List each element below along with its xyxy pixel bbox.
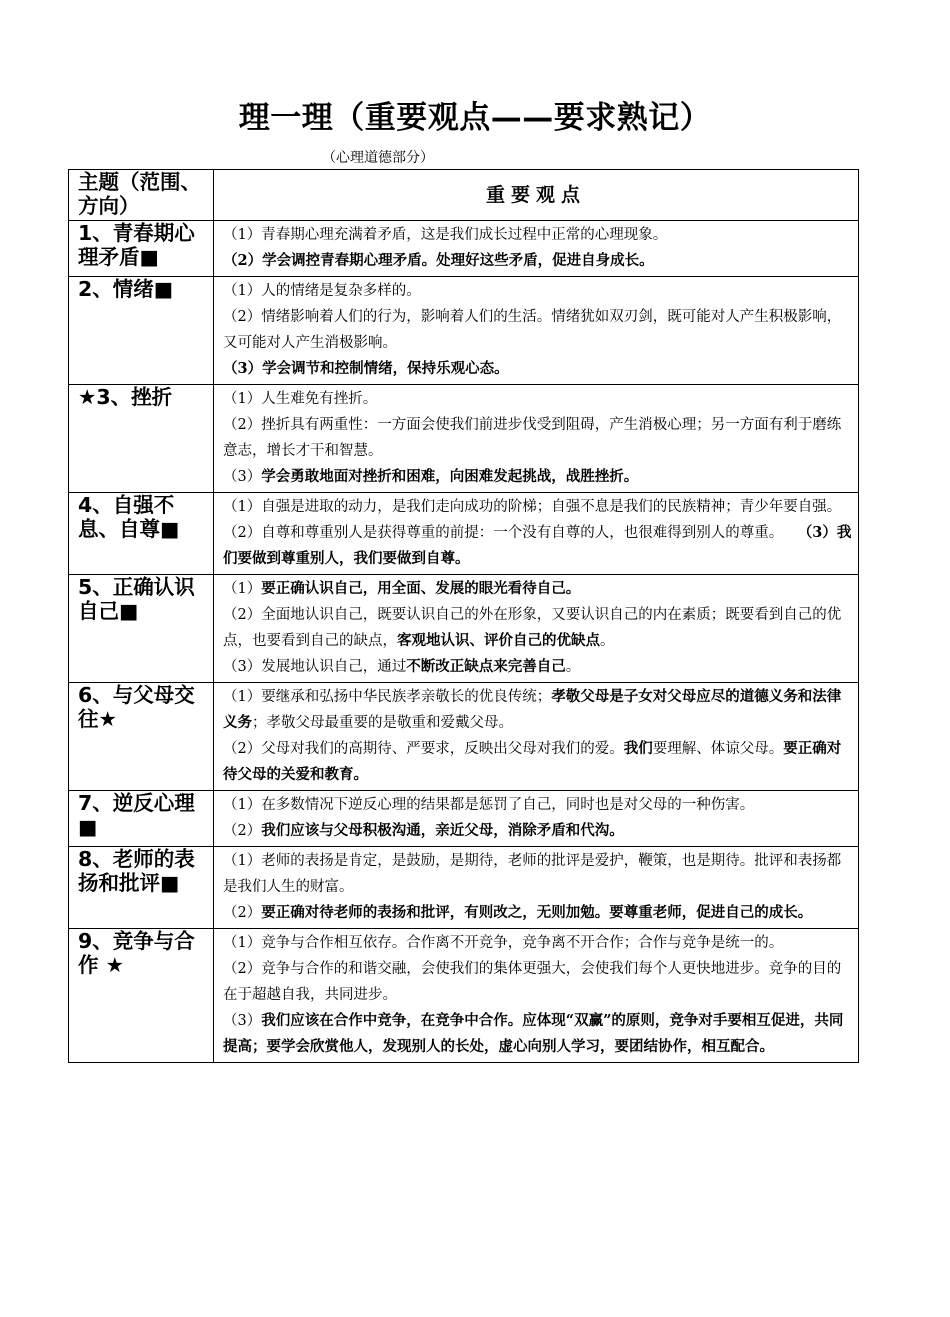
- table-row: [69, 385, 859, 493]
- point-item: [223, 222, 852, 248]
- table-header-row: [69, 170, 859, 221]
- topic-cell: [69, 385, 214, 493]
- point-text: （2）父母对我们的高期待、严要求，反映出父母对我们的爱。: [223, 741, 624, 757]
- points-cell: [214, 575, 859, 683]
- point-text: （1）竞争与合作相互依存。合作离不开竞争，竞争离不开合作；合作与竞争是统一的。: [223, 935, 784, 951]
- point-text: （3）: [223, 1013, 262, 1029]
- point-item: [223, 900, 852, 926]
- point-item: [223, 464, 852, 490]
- table-body: [69, 170, 859, 1063]
- page-title: 理一理（重要观点——要求熟记）: [238, 100, 712, 136]
- point-text: （1）要继承和弘扬中华民族孝亲敬长的优良传统；: [223, 689, 552, 705]
- point-text: 。: [565, 659, 581, 675]
- topic-label: 9、竞争与合作 ★: [78, 929, 195, 977]
- header-points-cell: [214, 170, 859, 221]
- point-text: 。: [600, 633, 615, 649]
- point-item: [223, 792, 852, 818]
- topic-cell: [69, 277, 214, 385]
- points-cell: [214, 847, 859, 929]
- key-points-table: [68, 169, 859, 1063]
- point-text: （2）竞争与合作的和谐交融，会使我们的集体更强大，会使我们每个人更快地进步。竞争的目的在于超越自我，共同进步。: [223, 961, 842, 1003]
- point-text: （1）在多数情况下逆反心理的结果都是惩罚了自己，同时也是对父母的一种伤害。: [223, 797, 755, 813]
- topic-label: 7、逆反心理■: [78, 791, 195, 839]
- point-text: （2）挫折具有两重性：一方面会使我们前进步伐受到阻碍，产生消极心理；另一方面有利于磨练意志，增长才干和智慧。: [223, 417, 842, 459]
- point-text: （1）自强是进取的动力，是我们走向成功的阶梯；自强不息是我们的民族精神；青少年要自强。: [223, 499, 842, 515]
- point-emphasis-text: 客观地认识、评价自己的优缺点: [397, 632, 600, 649]
- table-row: [69, 277, 859, 385]
- point-emphasis-text: （3）我们要做到尊重别人，我们要做到自尊。: [223, 524, 852, 567]
- topic-label: 1、青春期心理矛盾■: [78, 221, 195, 269]
- header-points-label: 重要观点: [485, 184, 586, 206]
- point-item: [223, 736, 852, 788]
- header-topic-cell: [69, 170, 214, 221]
- point-item: [223, 654, 852, 680]
- topic-label: ★3、挫折: [78, 385, 173, 409]
- topic-label: 6、与父母交往★: [78, 683, 195, 731]
- point-emphasis-text: 要正确认识自己，用全面、发展的眼光看待自己。: [261, 580, 581, 597]
- point-item: [223, 684, 852, 736]
- point-emphasis-text: 我们应该在合作中竞争，在竞争中合作。应体现“双赢”的原则，竞争对手要相互促进，共同提高；要学会欣赏他人，发现别人的长处，虚心向别人学习，要团结协作，相互配合。: [223, 1012, 844, 1055]
- topic-label: 5、正确认识自己■: [78, 575, 195, 623]
- point-emphasis-text: 要正确对待父母的关爱和教育。: [223, 740, 842, 783]
- topic-cell: [69, 683, 214, 791]
- points-cell: [214, 385, 859, 493]
- points-cell: [214, 791, 859, 847]
- table-row: [69, 221, 859, 277]
- point-item: [223, 356, 852, 382]
- point-text: （2）情绪影响着人们的行为，影响着人们的生活。情绪犹如双刃剑，既可能对人产生积极影响，又可能对人产生消极影响。: [223, 309, 842, 351]
- point-item: [223, 278, 852, 304]
- point-item: [223, 818, 852, 844]
- topic-cell: [69, 221, 214, 277]
- points-cell: [214, 929, 859, 1063]
- topic-label: 8、老师的表扬和批评■: [78, 847, 195, 895]
- point-item: [223, 412, 852, 464]
- points-cell: [214, 221, 859, 277]
- point-emphasis-text: 要正确对待老师的表扬和批评，有则改之，无则加勉。要尊重老师，促进自己的成长。: [261, 904, 813, 921]
- table-row: [69, 929, 859, 1063]
- header-topic-label: 主题（范围、方向）: [78, 170, 201, 218]
- point-text: （3）发展地认识自己，通过: [223, 659, 407, 675]
- point-text: （2）: [223, 823, 262, 839]
- topic-label: 4、自强不息、自尊■: [78, 493, 180, 541]
- point-emphasis-text: （2）学会调控青春期心理矛盾。处理好这些矛盾，促进自身成长。: [223, 252, 654, 269]
- point-item: [223, 576, 852, 602]
- point-emphasis-text: 学会勇敢地面对挫折和困难，向困难发起挑战，战胜挫折。: [261, 468, 639, 485]
- point-item: [223, 386, 852, 412]
- point-item: [223, 248, 852, 274]
- point-text: （1）人生难免有挫折。: [223, 391, 378, 407]
- point-emphasis-text: 不断改正缺点来完善自己: [406, 658, 566, 675]
- point-item: [223, 848, 852, 900]
- points-cell: [214, 277, 859, 385]
- point-item: [223, 494, 852, 520]
- point-item: [223, 1008, 852, 1060]
- point-text: 要理解、体谅父母。: [652, 741, 784, 757]
- point-text: （2）全面地认识自己，既要认识自己的外在形象，又要认识自己的内在素质；既要看到自己的优点，也要看到自己的缺点，: [223, 607, 842, 649]
- point-text: （1）老师的表扬是肯定，是鼓励，是期待，老师的批评是爱护，鞭策，也是期待。批评和表扬都是我们人生的财富。: [223, 853, 842, 895]
- points-cell: [214, 683, 859, 791]
- table-row: [69, 847, 859, 929]
- point-emphasis-text: 孝敬父母是子女对父母应尽的道德义务和法律义务: [223, 688, 842, 731]
- topic-cell: [69, 575, 214, 683]
- point-item: [223, 956, 852, 1008]
- table-row: [69, 683, 859, 791]
- point-text: （1）: [223, 581, 262, 597]
- table-row: [69, 493, 859, 575]
- points-cell: [214, 493, 859, 575]
- point-text: （2）: [223, 905, 262, 921]
- point-item: [223, 602, 852, 654]
- topic-cell: [69, 493, 214, 575]
- point-item: [223, 930, 852, 956]
- table-row: [69, 575, 859, 683]
- page-subtitle: （心理道德部分）: [322, 150, 434, 166]
- point-emphasis-text: 我们应该与父母积极沟通，亲近父母，消除矛盾和代沟。: [261, 822, 624, 839]
- point-text: （1）青春期心理充满着矛盾，这是我们成长过程中正常的心理现象。: [223, 227, 668, 243]
- topic-cell: [69, 847, 214, 929]
- point-item: [223, 304, 852, 356]
- point-emphasis-text: （3）学会调节和控制情绪，保持乐观心态。: [223, 360, 509, 377]
- point-item: [223, 520, 852, 572]
- table-row: [69, 791, 859, 847]
- topic-label: 2、情绪■: [78, 277, 174, 301]
- point-text: （1）人的情绪是复杂多样的。: [223, 283, 421, 299]
- point-text: （2）自尊和尊重别人是获得尊重的前提：一个没有自尊的人，也很难得到别人的尊重。: [223, 525, 805, 541]
- point-text: ；孝敬父母最重要的是敬重和爱戴父母。: [252, 715, 513, 731]
- topic-cell: [69, 791, 214, 847]
- point-text: （3）: [223, 469, 262, 485]
- topic-cell: [69, 929, 214, 1063]
- point-emphasis-text: 我们: [623, 740, 653, 757]
